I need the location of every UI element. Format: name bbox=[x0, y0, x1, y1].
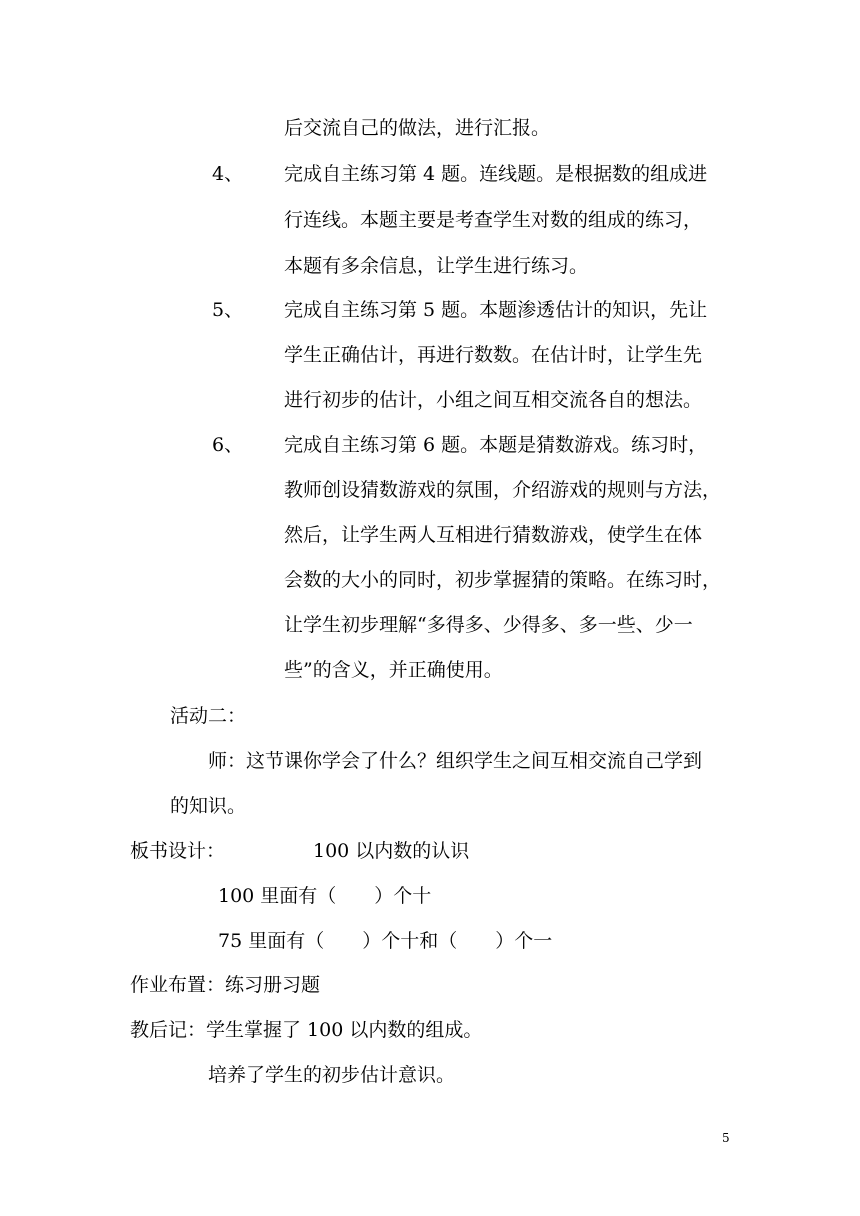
reflection-line-2: 培养了学生的初步估计意识。 bbox=[208, 1064, 456, 1086]
homework-line: 作业布置：练习册习题 bbox=[130, 974, 321, 996]
activity-2-line-2: 的知识。 bbox=[170, 795, 247, 817]
item-6-line-3: 然后，让学生两人互相进行猜数游戏，使学生在体 bbox=[284, 524, 703, 546]
board-row-2: 75 里面有（ ）个十和（ ）个一 bbox=[218, 930, 553, 952]
item-3-line-1: 后交流自己的做法，进行汇报。 bbox=[284, 117, 551, 139]
board-title: 100 以内数的认识 bbox=[313, 840, 470, 862]
item-4-line-3: 本题有多余信息，让学生进行练习。 bbox=[284, 255, 589, 277]
page-number: 5 bbox=[722, 1131, 730, 1145]
item-5-line-2: 学生正确估计，再进行数数。在估计时，让学生先 bbox=[284, 344, 703, 366]
item-6-line-5: 让学生初步理解“多得多、少得多、多一些、少一 bbox=[284, 614, 693, 636]
item-5-line-3: 进行初步的估计，小组之间互相交流各自的想法。 bbox=[284, 389, 703, 411]
item-6-line-2: 教师创设猜数游戏的氛围，介绍游戏的规则与方法， bbox=[284, 479, 722, 501]
item-6-line-4: 会数的大小的同时，初步掌握猜的策略。在练习时， bbox=[284, 569, 722, 591]
item-5-line-1: 完成自主练习第 5 题。本题渗透估计的知识，先让 bbox=[284, 299, 708, 321]
item-4-line-2: 行连线。本题主要是考查学生对数的组成的练习， bbox=[284, 209, 703, 231]
activity-2-line-1: 师：这节课你学会了什么？组织学生之间互相交流自己学到 bbox=[208, 750, 703, 772]
reflection-line-1: 教后记：学生掌握了 100 以内数的组成。 bbox=[130, 1019, 483, 1041]
item-4-line-1: 完成自主练习第 4 题。连线题。是根据数的组成进 bbox=[284, 163, 708, 185]
activity-2-heading: 活动二： bbox=[170, 705, 247, 727]
item-4-number: 4、 bbox=[212, 163, 244, 185]
item-6-line-6: 些”的含义，并正确使用。 bbox=[284, 659, 503, 681]
board-row-1: 100 里面有（ ）个十 bbox=[218, 885, 432, 907]
item-6-line-1: 完成自主练习第 6 题。本题是猜数游戏。练习时， bbox=[284, 434, 708, 456]
item-6-number: 6、 bbox=[212, 434, 244, 456]
board-label: 板书设计： bbox=[130, 840, 226, 862]
item-5-number: 5、 bbox=[212, 299, 244, 321]
